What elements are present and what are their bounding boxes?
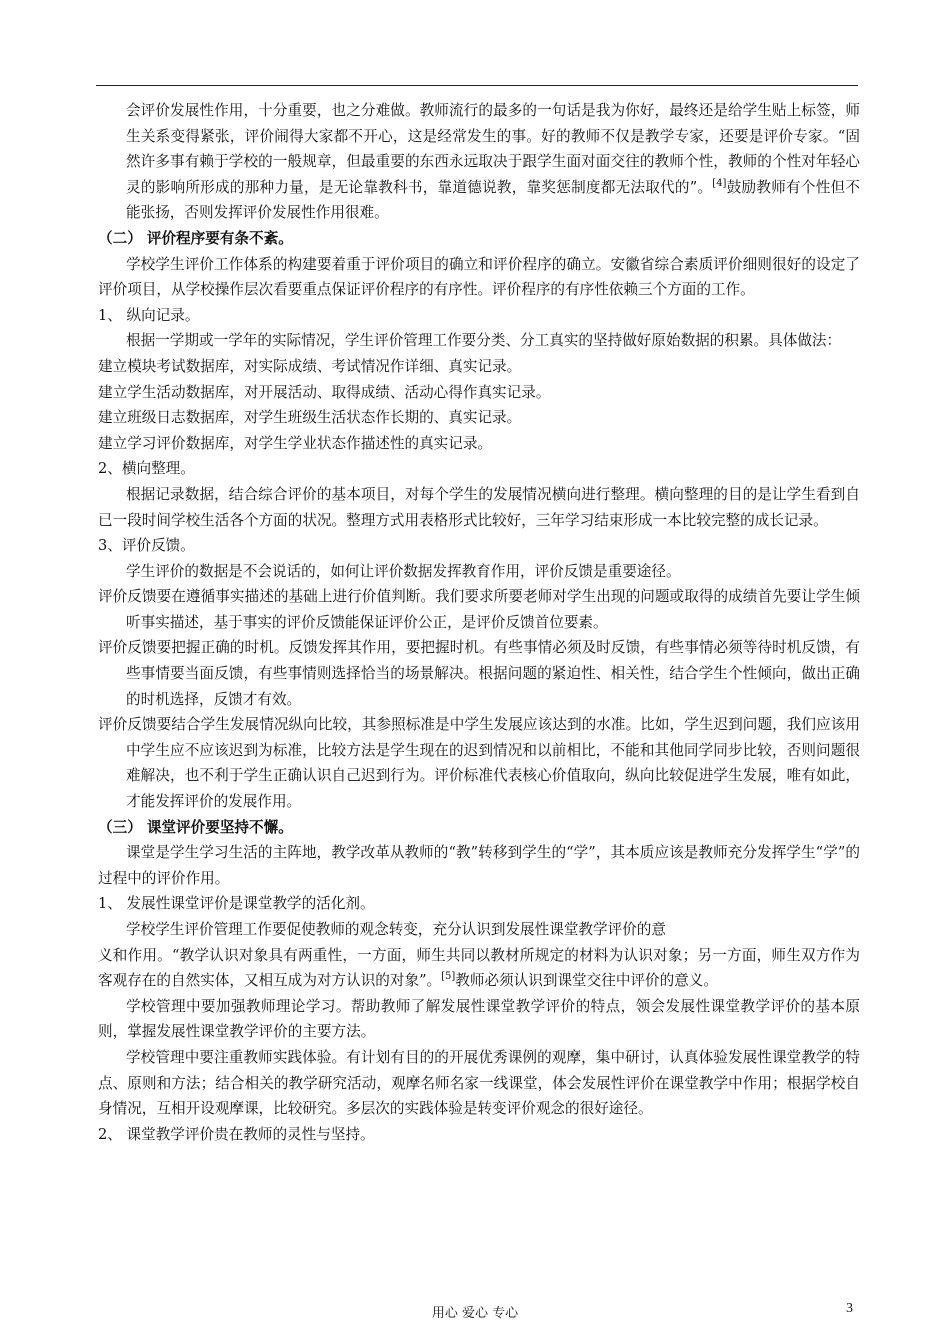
paragraph: 1、 纵向记录。 <box>98 306 200 324</box>
paragraph: 评价反馈要把握正确的时机。反馈发挥其作用，要把握时机。有些事情必须及时反馈，有些事情必须等待时机反馈，有些事情要当面反馈，有些事情则选择恰当的场景解决。根据问题的紧迫性、相关性，结合学生个性倾向，做出正确的时机选择，反馈才有效。 <box>98 639 860 708</box>
paragraph: 建立模块考试数据库，对实际成绩、考试情况作详细、真实记录。 <box>98 357 522 375</box>
paragraph: 学生评价的数据是不会说话的，如何让评价数据发挥教育作用，评价反馈是重要途径。 <box>126 562 681 580</box>
paragraph: 2、横向整理。 <box>98 460 195 478</box>
paragraph: 2、 课堂教学评价贵在教师的灵性与坚持。 <box>98 1125 375 1143</box>
paragraph: 建立班级日志数据库，对学生班级生活状态作长期的、真实记录。 <box>98 409 522 427</box>
section-heading: （三） 课堂评价要坚持不懈。 <box>98 818 293 836</box>
paragraph: 学校学生评价工作体系的构建要着重于评价项目的确立和评价程序的确立。安徽省综合素质评价细则很好的设定了评价项目，从学校操作层次看要重点保证评价程序的有序性。评价程序的有序性依赖三个方面的工作。 <box>98 255 860 299</box>
document-body <box>98 98 860 1147</box>
citation-mark: [5] <box>441 971 456 983</box>
paragraph: 评价反馈要结合学生发展情况纵向比较，其参照标准是中学生发展应该达到的水准。比如，学生迟到问题，我们应该用中学生应不应该迟到为标准，比较方法是学生现在的迟到情况和以前相比，不能和其他同学同步比较，否则问题很难解决，也不利于学生正确认识自己迟到行为。评价标准代表核心价值取向，纵向比较促进学生发展，唯有如此，才能发挥评价的发展作用。 <box>98 716 860 811</box>
paragraph: 根据一学期或一学年的实际情况，学生评价管理工作要分类、分工真实的坚持做好原始数据的积累。具体做法： <box>126 332 842 350</box>
paragraph: 1、 发展性课堂评价是课堂教学的活化剂。 <box>98 895 375 913</box>
citation-mark: [4] <box>712 177 727 189</box>
paragraph: 建立学习评价数据库，对学生学业状态作描述性的真实记录。 <box>98 434 493 452</box>
page-number: 3 <box>846 1301 853 1316</box>
paragraph: 会评价发展性作用，十分重要，也之分难做。教师流行的最多的一句话是我为你好，最终还是给学生贴上标签，师生关系变得紧张，评价闹得大家都不开心，这是经常发生的事。好的教师不仅是教学专家，还要是评价专家。“固然许多事有赖于学校的一般规章，但最重要的东西永远取决于跟学生面对面交往的教师个性，教师的个性对年轻心灵的影响所形成的那种力量，是无论靠教科书，靠道德说教，靠奖惩制度都无法取代的”。[4]鼓励教师有个性但不能张扬，否则发挥评价发展性作用很难。 <box>126 102 860 222</box>
header-rule <box>96 85 858 86</box>
paragraph: 义和作用。“教学认识对象具有两重性，一方面，师生共同以教材所规定的材料为认识对象；另一方面，师生双方作为客观存在的自然实体，又相互成为对方认识的对象”。[5]教师必须认识到课堂交往中评价的意义。 <box>98 946 860 990</box>
paragraph: 课堂是学生学习生活的主阵地，教学改革从教师的“教”转移到学生的“学”，其本质应该是教师充分发挥学生“学”的过程中的评价作用。 <box>98 844 860 887</box>
page-footer: 用心 爱心 专心 <box>431 1306 519 1321</box>
paragraph: 学校管理中要注重教师实践体验。有计划有目的的开展优秀课例的观摩，集中研讨，认真体验发展性课堂教学的特点、原则和方法；结合相关的教学研究活动，观摩名师名家一线课堂，体会发展性评价在课堂教学中作用；根据学校自身情况，互相开设观摩课，比较研究。多层次的实践体验是转变评价观念的很好途径。 <box>98 1048 860 1118</box>
paragraph: 3、评价反馈。 <box>98 537 195 555</box>
paragraph: 学校学生评价管理工作要促使教师的观念转变，充分认识到发展性课堂教学评价的意 <box>126 921 666 938</box>
paragraph: 根据记录数据，结合综合评价的基本项目，对每个学生的发展情况横向进行整理。横向整理的目的是让学生看到自已一段时间学校生活各个方面的状况。整理方式用表格形式比较好，三年学习结束形成一本比较完整的成长记录。 <box>98 485 860 529</box>
paragraph: 评价反馈要在遵循事实描述的基础上进行价值判断。我们要求所要老师对学生出现的问题或取得的成绩首先要让学生倾听事实描述，基于事实的评价反馈能保证评价公正，是评价反馈首位要素。 <box>98 588 860 631</box>
section-heading: （二） 评价程序要有条不紊。 <box>98 229 293 247</box>
paragraph: 学校管理中要加强教师理论学习。帮助教师了解发展性课堂教学评价的特点，领会发展性课堂教学评价的基本原则，掌握发展性课堂教学评价的主要方法。 <box>98 997 860 1041</box>
paragraph: 建立学生活动数据库，对开展活动、取得成绩、活动心得作真实记录。 <box>98 383 551 401</box>
